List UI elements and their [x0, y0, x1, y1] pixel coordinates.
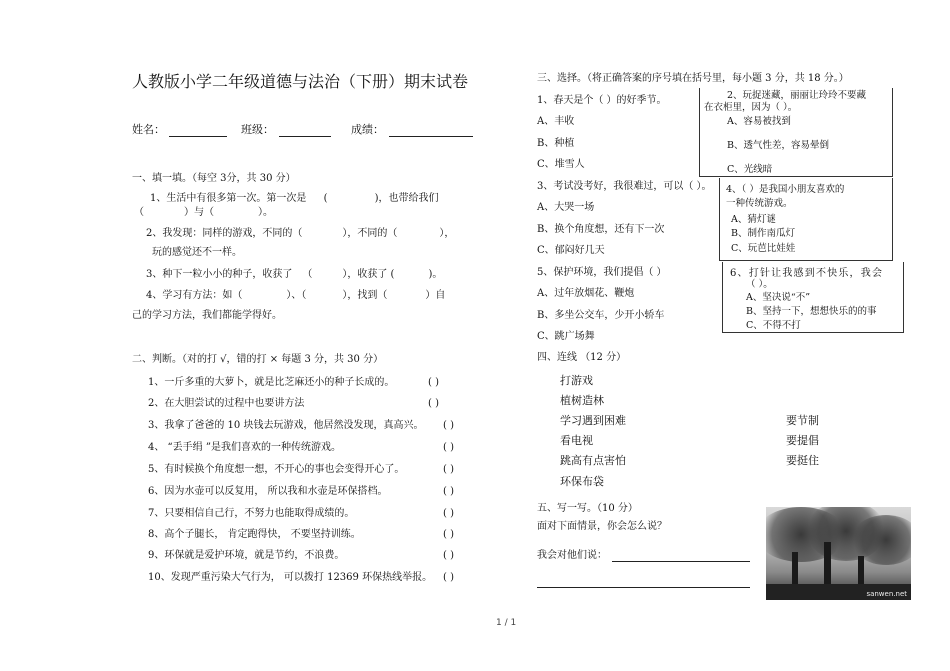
- page-title: 人教版小学二年级道德与法治（下册）期末试卷: [132, 72, 469, 91]
- answer-line-2[interactable]: [537, 587, 750, 588]
- section-1-heading: 一、填一填。（每空 3分，共 30 分）: [132, 173, 296, 184]
- s2-bracket-6[interactable]: ( ): [443, 486, 454, 497]
- answer-line-1[interactable]: [612, 561, 750, 562]
- q6-stem-line-2: （ ）。: [746, 279, 773, 290]
- q3-option-b: B、换个角度想，还有下一次: [537, 224, 665, 235]
- s1-item-4-cont: 己的学习方法，我们都能学得好。: [132, 310, 282, 321]
- section-5-heading: 五、写一写。（10 分）: [537, 503, 638, 514]
- section-2-heading: 二、判断。（对的打 √，错的打 × 每题 3 分，共 30 分）: [132, 354, 384, 365]
- q6-option-b: B、坚持一下，想想快乐的的事: [746, 306, 877, 317]
- q4-option-a: A、猜灯谜: [731, 214, 776, 225]
- q2-stem-line-2: 在衣柜里，因为（ ）。: [704, 102, 798, 113]
- score-field[interactable]: [389, 124, 473, 137]
- q4-stem-line-1: 4、（ ）是我国小朋友喜欢的: [726, 184, 845, 195]
- answer-label: 我会对他们说：: [537, 550, 607, 561]
- q4-option-b: B、制作南瓜灯: [731, 228, 795, 239]
- s2-bracket-1[interactable]: ( ): [428, 377, 439, 388]
- match-right-3[interactable]: 要挺住: [786, 454, 819, 467]
- q4-option-c: C、玩芭比娃娃: [731, 243, 796, 254]
- match-right-1[interactable]: 要节制: [786, 414, 819, 427]
- s1-item-1-cont: （ ）与（ ）。: [134, 207, 273, 218]
- s2-bracket-7[interactable]: ( ): [443, 508, 454, 519]
- q6-option-a: A、坚决说“不”: [746, 292, 811, 303]
- section-5-prompt: 面对下面情景，你会怎么说？: [537, 521, 667, 532]
- page-number: 1 / 1: [496, 618, 517, 628]
- s2-bracket-9[interactable]: ( ): [443, 550, 454, 561]
- s2-bracket-4[interactable]: ( ): [443, 442, 454, 453]
- q6-option-c: C、不得不打: [746, 320, 801, 331]
- s2-bracket-2[interactable]: ( ): [428, 398, 439, 409]
- q2-option-a: A、容易被找到: [727, 116, 791, 127]
- q2-stem-line-1: 2、玩捉迷藏，丽丽让玲玲不要藏: [727, 90, 867, 101]
- match-left-2[interactable]: 植树造林: [560, 394, 604, 407]
- s2-item-9: 9、环保就是爱护环境，就是节约，不浪费。: [148, 550, 345, 561]
- match-right-2[interactable]: 要提倡: [786, 434, 819, 447]
- section-4-heading: 四、连线 （12 分）: [537, 352, 627, 363]
- s2-bracket-5[interactable]: ( ): [443, 464, 454, 475]
- s2-item-10: 10、发现严重污染大气行为， 可以拨打 12369 环保热线举报。: [148, 572, 433, 583]
- q5-option-a: A、过年放烟花、鞭炮: [537, 288, 635, 299]
- q3-option-a: A、大哭一场: [537, 202, 595, 213]
- s2-item-2: 2、在大胆尝试的过程中也要讲方法: [148, 398, 305, 409]
- s2-bracket-3[interactable]: ( ): [443, 420, 454, 431]
- s2-item-6: 6、因为水壶可以反复用， 所以我和水壶是环保搭档。: [148, 486, 388, 497]
- class-field[interactable]: [279, 124, 331, 137]
- q4-stem-line-2: 一种传统游戏。: [726, 198, 793, 209]
- s1-item-2: 2、我发现：同样的游戏，不同的（ ），不同的（ ），: [146, 228, 455, 239]
- s1-item-4: 4、学习有方法：如（ ）、（ ），找到（ ）自: [146, 290, 446, 301]
- match-left-5[interactable]: 跳高有点害怕: [560, 454, 626, 467]
- s2-item-1: 1、一斤多重的大萝卜，就是比芝麻还小的种子长成的。: [148, 377, 395, 388]
- s2-item-4: 4、 “丢手绢 ”是我们喜欢的一种传统游戏。: [148, 442, 341, 453]
- name-label: 姓名：: [132, 123, 165, 136]
- q1-option-b: B、种植: [537, 138, 575, 149]
- score-label: 成绩：: [351, 123, 384, 136]
- q1-option-a: A、丰收: [537, 116, 575, 127]
- q3-option-c: C、郁闷好几天: [537, 245, 605, 256]
- s2-bracket-8[interactable]: ( ): [443, 529, 454, 540]
- s1-item-1: 1、生活中有很多第一次。第一次是 ( )，也带给我们: [150, 193, 439, 204]
- s2-item-5: 5、有时候换个角度想一想，不开心的事也会变得开心了。: [148, 464, 405, 475]
- q5-stem: 5、保护环境，我们提倡（ ）: [537, 267, 667, 278]
- s2-bracket-10[interactable]: ( ): [443, 572, 454, 583]
- s2-item-3: 3、我拿了爸爸的 10 块钱去玩游戏，他居然没发现，真高兴。: [148, 420, 424, 431]
- q1-option-c: C、堆雪人: [537, 159, 585, 170]
- s1-item-3: 3、种下一粒小小的种子，收获了 （ ），收获了 ( )。: [146, 269, 443, 280]
- s1-item-2-cont: 玩的感觉还不一样。: [152, 247, 242, 258]
- name-field[interactable]: [169, 124, 227, 137]
- match-left-3[interactable]: 学习遇到困难: [560, 414, 626, 427]
- q5-option-c: C、跳广场舞: [537, 331, 595, 342]
- q1-stem: 1、春天是个（ ）的好季节。: [537, 95, 667, 106]
- s2-item-8: 8、高个子腿长， 肯定跑得快， 不要坚持训练。: [148, 529, 361, 540]
- match-left-4[interactable]: 看电视: [560, 434, 593, 447]
- q5-option-b: B、多坐公交车，少开小轿车: [537, 310, 665, 321]
- s2-item-7: 7、只要相信自己行，不努力也能取得成绩的。: [148, 508, 355, 519]
- q2-option-b: B、透气性差，容易晕倒: [727, 140, 829, 151]
- q6-stem-line-1: 6、打针让我感到不快乐，我会: [730, 268, 884, 279]
- pollution-photo: [766, 507, 911, 600]
- match-left-1[interactable]: 打游戏: [560, 374, 593, 387]
- class-label: 班级：: [241, 123, 274, 136]
- section-3-heading: 三、选择。（将正确答案的序号填在括号里，每小题 3 分，共 18 分。）: [537, 73, 849, 84]
- q2-option-c: C、光线暗: [727, 164, 773, 175]
- photo-watermark: sanwen.net: [866, 590, 907, 598]
- q3-stem: 3、考试没考好，我很难过，可以（ ）。: [537, 181, 712, 192]
- match-left-6[interactable]: 环保布袋: [560, 475, 604, 488]
